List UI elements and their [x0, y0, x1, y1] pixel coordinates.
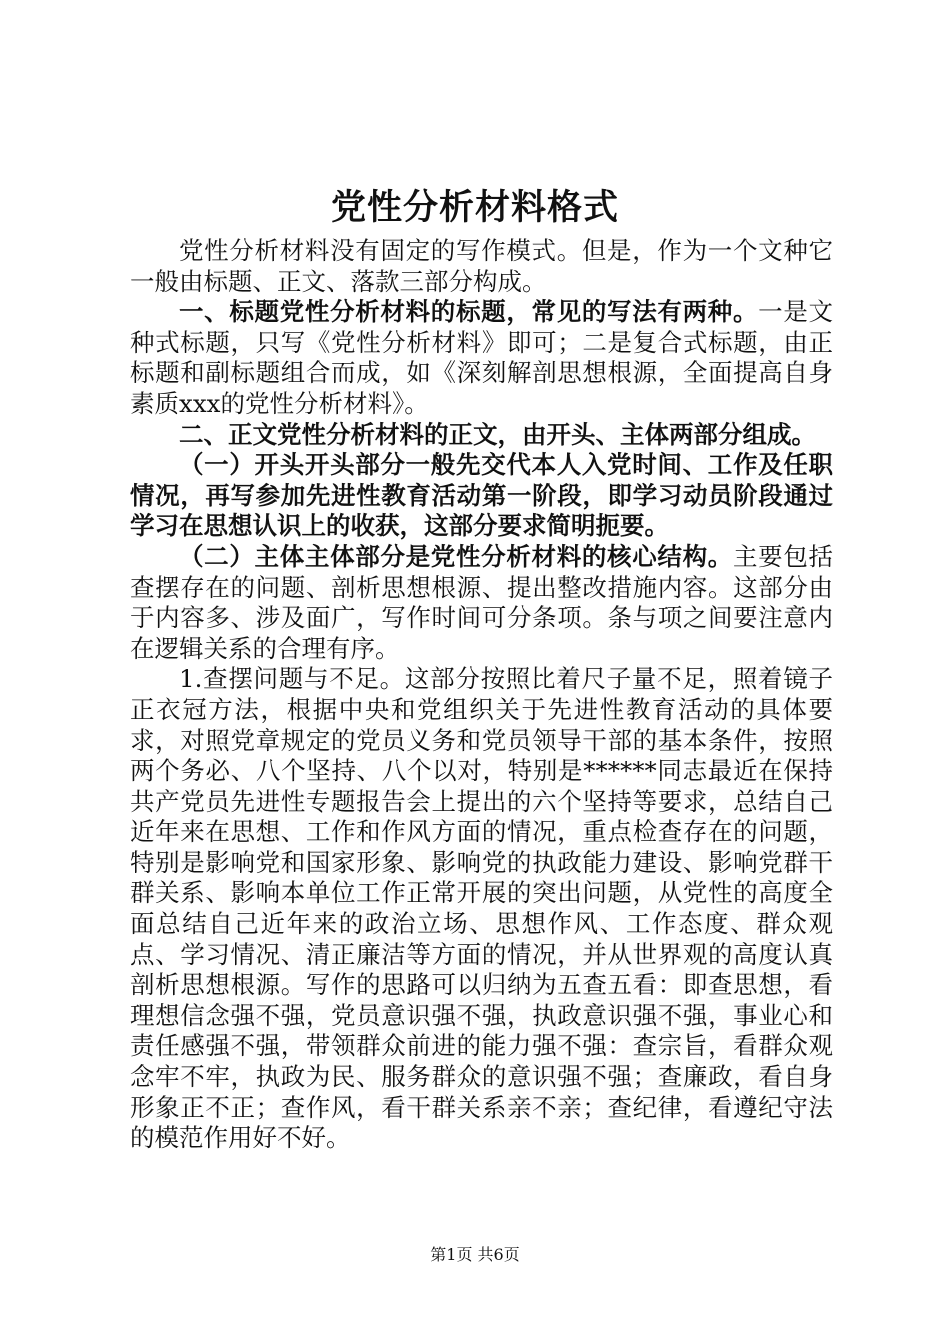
- document-title: 党性分析材料格式: [330, 187, 619, 228]
- paragraph-item-1: [130, 664, 833, 1154]
- page-number-footer: 第1页 共6页: [430, 1245, 520, 1264]
- paragraph-heading: 二、正文党性分析材料的正文，由开头、主体两部分组成。: [179, 419, 816, 449]
- paragraph-heading: 一、标题党性分析材料的标题，常见的写法有两种。: [179, 297, 759, 327]
- paragraph-text: 主要包括查摆存在的问题、剖析思想根源、提出整改措施内容。这部分由于内容多、涉及面广，写作时间可分条项。条与项之间要注意内在逻辑关系的合理有序。: [130, 541, 834, 663]
- paragraph-heading: （二）主体主体部分是党性分析材料的核心结构。: [179, 541, 733, 571]
- paragraph-text: 1.查摆问题与不足。这部分按照比着尺子量不足，照着镜子正衣冠方法，根据中央和党组织关于先进性教育活动的具体要求，对照党章规定的党员义务和党员领导干部的基本条件，按照两个务必、八个坚持、八个以对，特别是******同志最近在保持共产党员先进性专题报告会上提出的六个坚持等要求，总结自己近年来在思想、工作和作风方面的情况，重点检查存在的问题，特别是影响党和国家形象、影响党的执政能力建设、影响党群干群关系、影响本单位工作正常开展的突出问题，从党性的高度全面总结自己近年来的政治立场、思想作风、工作态度、群众观点、学习情况、清正廉洁等方面的情况，并从世界观的高度认真剖析思想根源。写作的思路可以归纳为五查五看：即查思想，看理想信念强不强，党员意识强不强，执政意识强不强，事业心和责任感强不强，带领群众前进的能力强不强：查宗旨，看群众观念牢不牢，执政为民、服务群众的意识强不强；查廉政，看自身形象正不正；查作风，看干群关系亲不亲；查纪律，看遵纪守法的模范作用好不好。: [130, 664, 833, 1153]
- paragraph-section-body: [130, 420, 833, 451]
- paragraph-text: 党性分析材料没有固定的写作模式。但是，作为一个文种它一般由标题、正文、落款三部分构成。: [130, 236, 833, 296]
- paragraph-section-title: [130, 297, 833, 419]
- paragraph-heading: （一）开头开头部分一般先交代本人入党时间、工作及任职情况，再写参加先进性教育活动第一阶段，即学习动员阶段通过学习在思想认识上的收获，这部分要求简明扼要。: [130, 450, 833, 541]
- paragraph-main: [130, 542, 833, 664]
- paragraph-intro: [130, 236, 833, 297]
- paragraph-text: 一是文种式标题，只写《党性分析材料》即可；二是复合式标题，由正标题和副标题组合而成，如《深刻解剖思想根源，全面提高自身素质xxx的党性分析材料》。: [130, 297, 834, 418]
- paragraph-opening: [130, 450, 833, 542]
- document-body: [130, 236, 833, 1154]
